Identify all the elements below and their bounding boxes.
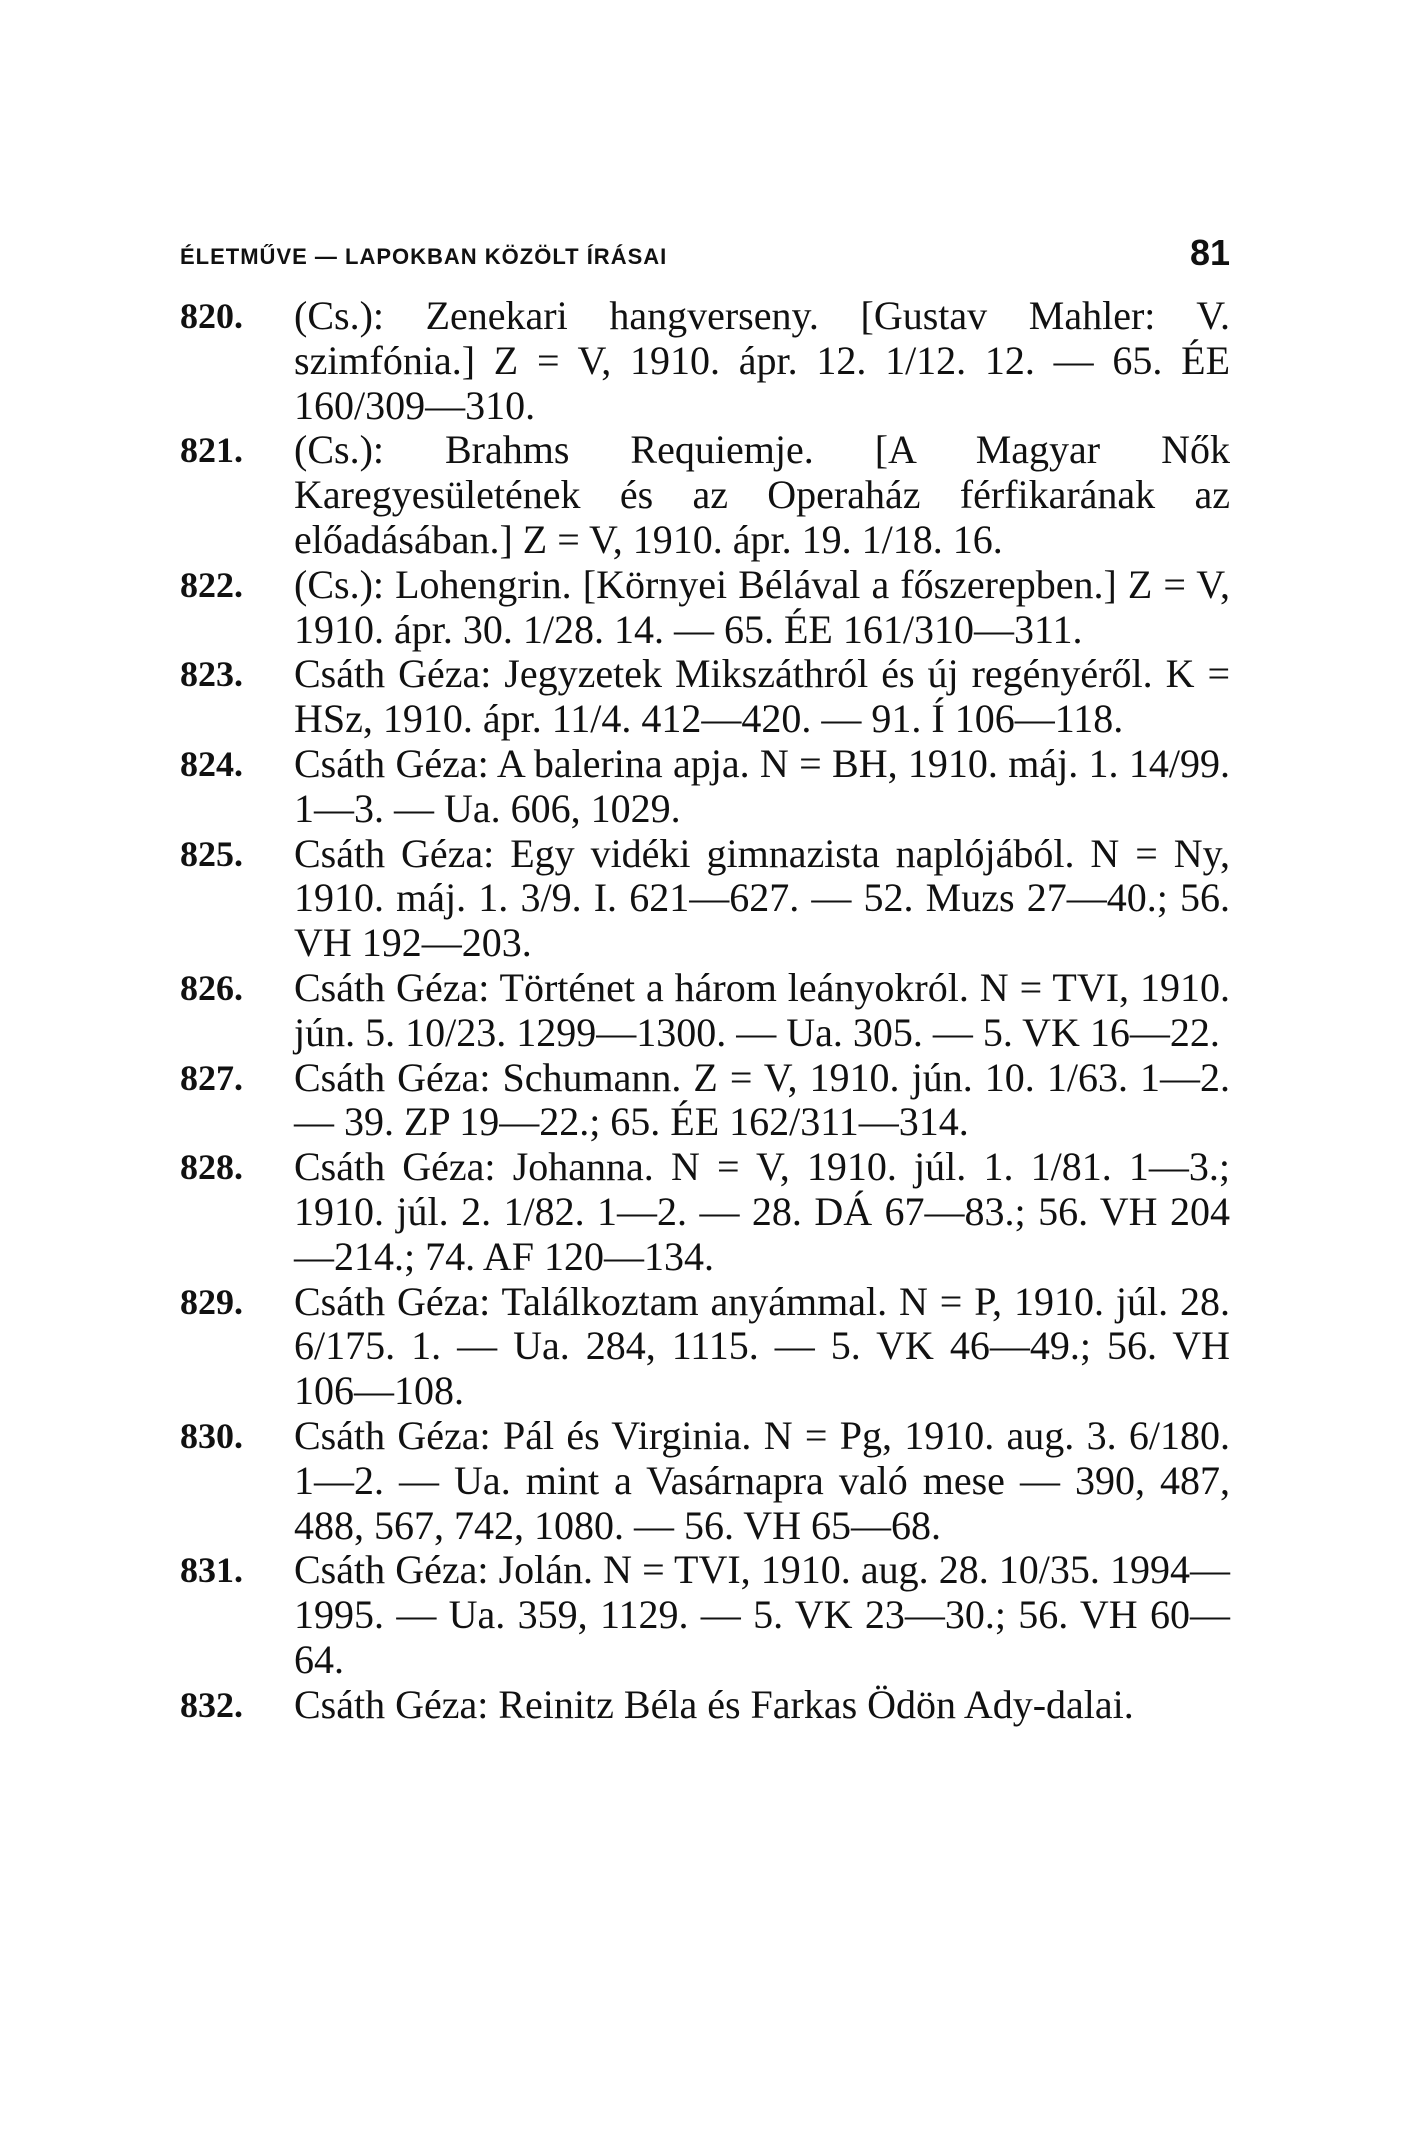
bibliography-list: [180, 294, 1230, 1728]
entry-number: 820.: [180, 296, 243, 336]
bibliography-entry-822: [180, 563, 1230, 653]
entry-number: 824.: [180, 743, 243, 784]
bibliography-entry-827: [180, 1056, 1230, 1146]
bibliography-entry-831: [180, 1548, 1230, 1682]
page-number: 81: [1189, 232, 1230, 273]
entry-text: Csáth Géza: Reinitz Béla és Farkas Ödön Ady-dalai.: [294, 1681, 1134, 1727]
bibliography-entry-826: [180, 966, 1230, 1056]
running-head-title: ÉLETMŰVE — LAPOKBAN KÖZÖLT ÍRÁSAI: [180, 244, 668, 269]
entry-number: 821.: [180, 430, 243, 471]
entry-text: Csáth Géza: A balerina apja. N = BH, 1910. máj. 1. 14/99. 1—3. — Ua. 606, 1029.: [294, 740, 1230, 831]
entry-text: Csáth Géza: Pál és Virginia. N = Pg, 1910. aug. 3. 6/180. 1—2. — Ua. mint a Vasárnapra való mese — 390, 487, 488, 567, 742, 1080. — 56. VH 65—68.: [294, 1412, 1230, 1548]
entry-number: 825.: [180, 833, 243, 874]
entry-text: Csáth Géza: Történet a három leányokról. N = TVI, 1910. jún. 5. 10/23. 1299—1300. — Ua. 305. — 5. VK 16—22.: [294, 964, 1230, 1055]
entry-number: 828.: [180, 1147, 243, 1188]
entry-text: Csáth Géza: Johanna. N = V, 1910. júl. 1. 1/81. 1—3.; 1910. júl. 2. 1/82. 1—2. — 28. DÁ 67—83.; 56. VH 204—214.; 74. AF 120—134.: [294, 1144, 1230, 1279]
bibliography-entry-825: [180, 832, 1230, 966]
entry-number: 823.: [180, 654, 243, 695]
bibliography-entry-820: [180, 294, 1230, 428]
entry-text: Csáth Géza: Jolán. N = TVI, 1910. aug. 28. 10/35. 1994—1995. — Ua. 359, 1129. — 5. VK 23—30.; 56. VH 60—64.: [294, 1547, 1230, 1682]
running-head: [180, 232, 1230, 282]
entry-text: Csáth Géza: Jegyzetek Mikszáthról és új regényéről. K = HSz, 1910. ápr. 11/4. 412—420. — 91. Í 106—118.: [294, 651, 1230, 742]
entry-number: 832.: [180, 1684, 243, 1725]
bibliography-entry-830: [180, 1414, 1230, 1548]
entry-number: 831.: [180, 1550, 243, 1591]
entry-text: Csáth Géza: Egy vidéki gimnazista naplójából. N = Ny, 1910. máj. 1. 3/9. I. 621—627. — 52. Muzs 27—40.; 56. VH 192—203.: [294, 830, 1230, 966]
bibliography-entry-832: [180, 1683, 1230, 1728]
bibliography-entry-828: [180, 1145, 1230, 1279]
entry-text: (Cs.): Lohengrin. [Környei Bélával a főszerepben.] Z = V, 1910. ápr. 30. 1/28. 14. — 65. ÉE 161/310—311.: [294, 561, 1230, 652]
bibliography-entry-829: [180, 1280, 1230, 1414]
entry-number: 827.: [180, 1057, 243, 1098]
bibliography-entry-821: [180, 428, 1230, 562]
entry-text: Csáth Géza: Schumann. Z = V, 1910. jún. 10. 1/63. 1—2. — 39. ZP 19—22.; 65. ÉE 162/311—314.: [294, 1054, 1230, 1145]
bibliography-entry-824: [180, 742, 1230, 832]
bibliography-entry-823: [180, 652, 1230, 742]
entry-text: Csáth Géza: Találkoztam anyámmal. N = P, 1910. júl. 28. 6/175. 1. — Ua. 284, 1115. — 5. VK 46—49.; 56. VH 106—108.: [294, 1278, 1230, 1414]
entry-number: 829.: [180, 1281, 243, 1322]
entry-number: 826.: [180, 967, 243, 1008]
entry-text: (Cs.): Brahms Requiemje. [A Magyar Nők Karegyesületének és az Operaház férfikarának az előadásában.] Z = V, 1910. ápr. 19. 1/18. 16.: [294, 427, 1230, 562]
entry-number: 830.: [180, 1415, 243, 1456]
entry-number: 822.: [180, 564, 243, 605]
entry-text: (Cs.): Zenekari hangverseny. [Gustav Mahler: V. szimfónia.] Z = V, 1910. ápr. 12. 1/12. 12. — 65. ÉE 160/309—310.: [294, 293, 1230, 428]
